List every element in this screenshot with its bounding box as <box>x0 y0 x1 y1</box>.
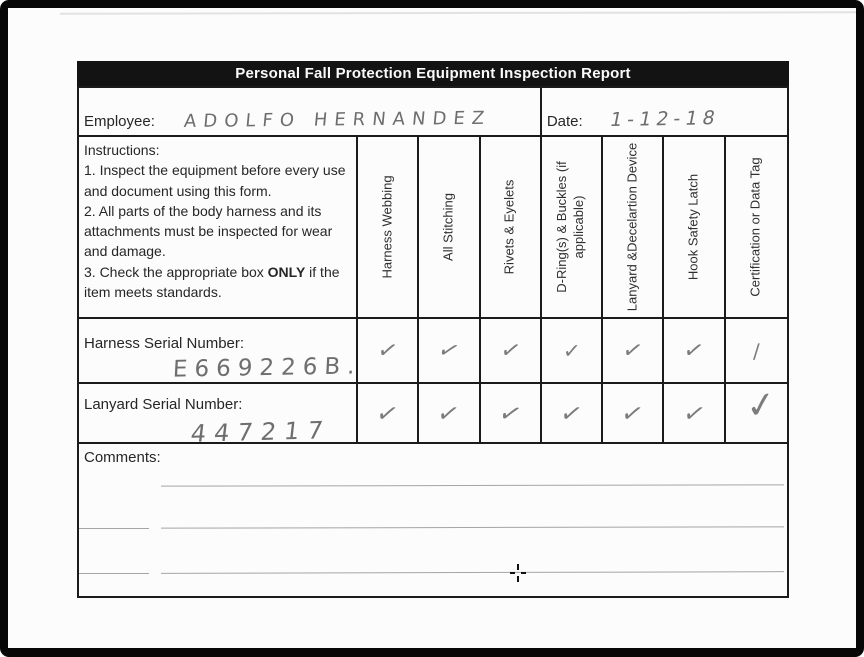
comments-ruled-line <box>161 571 784 574</box>
checkmark-rivets-eyelets: ✓ <box>481 319 542 384</box>
column-header-harness-webbing: Harness Webbing <box>358 137 419 319</box>
checkmark-harness-webbing: ✓ <box>358 384 419 444</box>
paper-sheet <box>8 8 856 648</box>
checkmark-hook-safety-latch: ✓ <box>664 384 725 444</box>
checkmark-lanyard-deceleration: ✓ <box>603 319 664 384</box>
report-title: Personal Fall Protection Equipment Inspection Report <box>235 65 631 82</box>
instruction-item-3: 3. Check the appropriate box ONLY if the item meets standards. <box>84 263 340 301</box>
comments-ruled-line <box>161 484 784 486</box>
comments-ruled-line <box>161 526 784 528</box>
crosshair-cursor-icon <box>509 564 527 582</box>
comments-section <box>79 444 787 596</box>
instruction-item-1: 1. Inspect the equipment before every use and document using this form. <box>84 162 346 199</box>
harness-serial-handwritten-value: E669226B. <box>172 353 363 383</box>
column-header-d-rings-buckles: D-Ring(s) & Buckles (if applicable) <box>542 137 603 319</box>
employee-handwritten-value: ADOLFO HERNANDEZ <box>183 107 493 132</box>
checkmark-rivets-eyelets: ✓ <box>481 384 542 444</box>
report-title-bar <box>77 61 789 86</box>
column-header-all-stitching: All Stitching <box>419 137 480 319</box>
employee-label: Employee: <box>84 113 155 130</box>
checkmark-hook-safety-latch: ✓ <box>664 319 725 384</box>
harness-serial-field <box>79 319 363 384</box>
column-header-lanyard-deceleration: Lanyard &Decelartion Device <box>603 137 664 319</box>
checkmark-harness-webbing: ✓ <box>358 319 419 384</box>
comments-ruled-line <box>79 573 149 574</box>
employee-field <box>79 88 542 137</box>
page-edge-artifact <box>60 11 856 14</box>
date-field <box>542 88 787 137</box>
checkmark-d-rings-buckles: ✓ <box>542 319 603 384</box>
date-handwritten-value: 1-12-18 <box>607 107 722 131</box>
date-label: Date: <box>546 113 583 130</box>
checkmark-d-rings-buckles: ✓ <box>542 384 603 444</box>
comments-label: Comments: <box>84 449 161 466</box>
checkmark-certification-data-tag: ✓ <box>726 384 787 444</box>
comments-ruled-line <box>79 528 149 529</box>
lanyard-serial-field <box>79 384 358 448</box>
checkmark-all-stitching: ✓ <box>419 384 480 444</box>
checkmark-certification-data-tag: ∕ <box>726 319 787 384</box>
instructions-block <box>79 137 358 319</box>
column-header-hook-safety-latch: Hook Safety Latch <box>664 137 725 319</box>
lanyard-serial-label: Lanyard Serial Number: <box>84 396 243 413</box>
checkmark-lanyard-deceleration: ✓ <box>603 384 664 444</box>
instruction-item-2: 2. All parts of the body harness and its attachments must be inspected for wear and damage. <box>84 202 333 260</box>
instructions-heading: Instructions: <box>84 142 160 158</box>
lanyard-serial-handwritten-value: 447217 <box>189 416 333 448</box>
column-header-rivets-eyelets: Rivets & Eyelets <box>481 137 542 319</box>
column-header-certification-data-tag: Certification or Data Tag <box>726 137 787 319</box>
checkmark-all-stitching: ✓ <box>419 319 480 384</box>
report-table <box>77 86 789 598</box>
harness-serial-label: Harness Serial Number: <box>84 335 245 352</box>
inspection-report-form <box>77 61 789 598</box>
